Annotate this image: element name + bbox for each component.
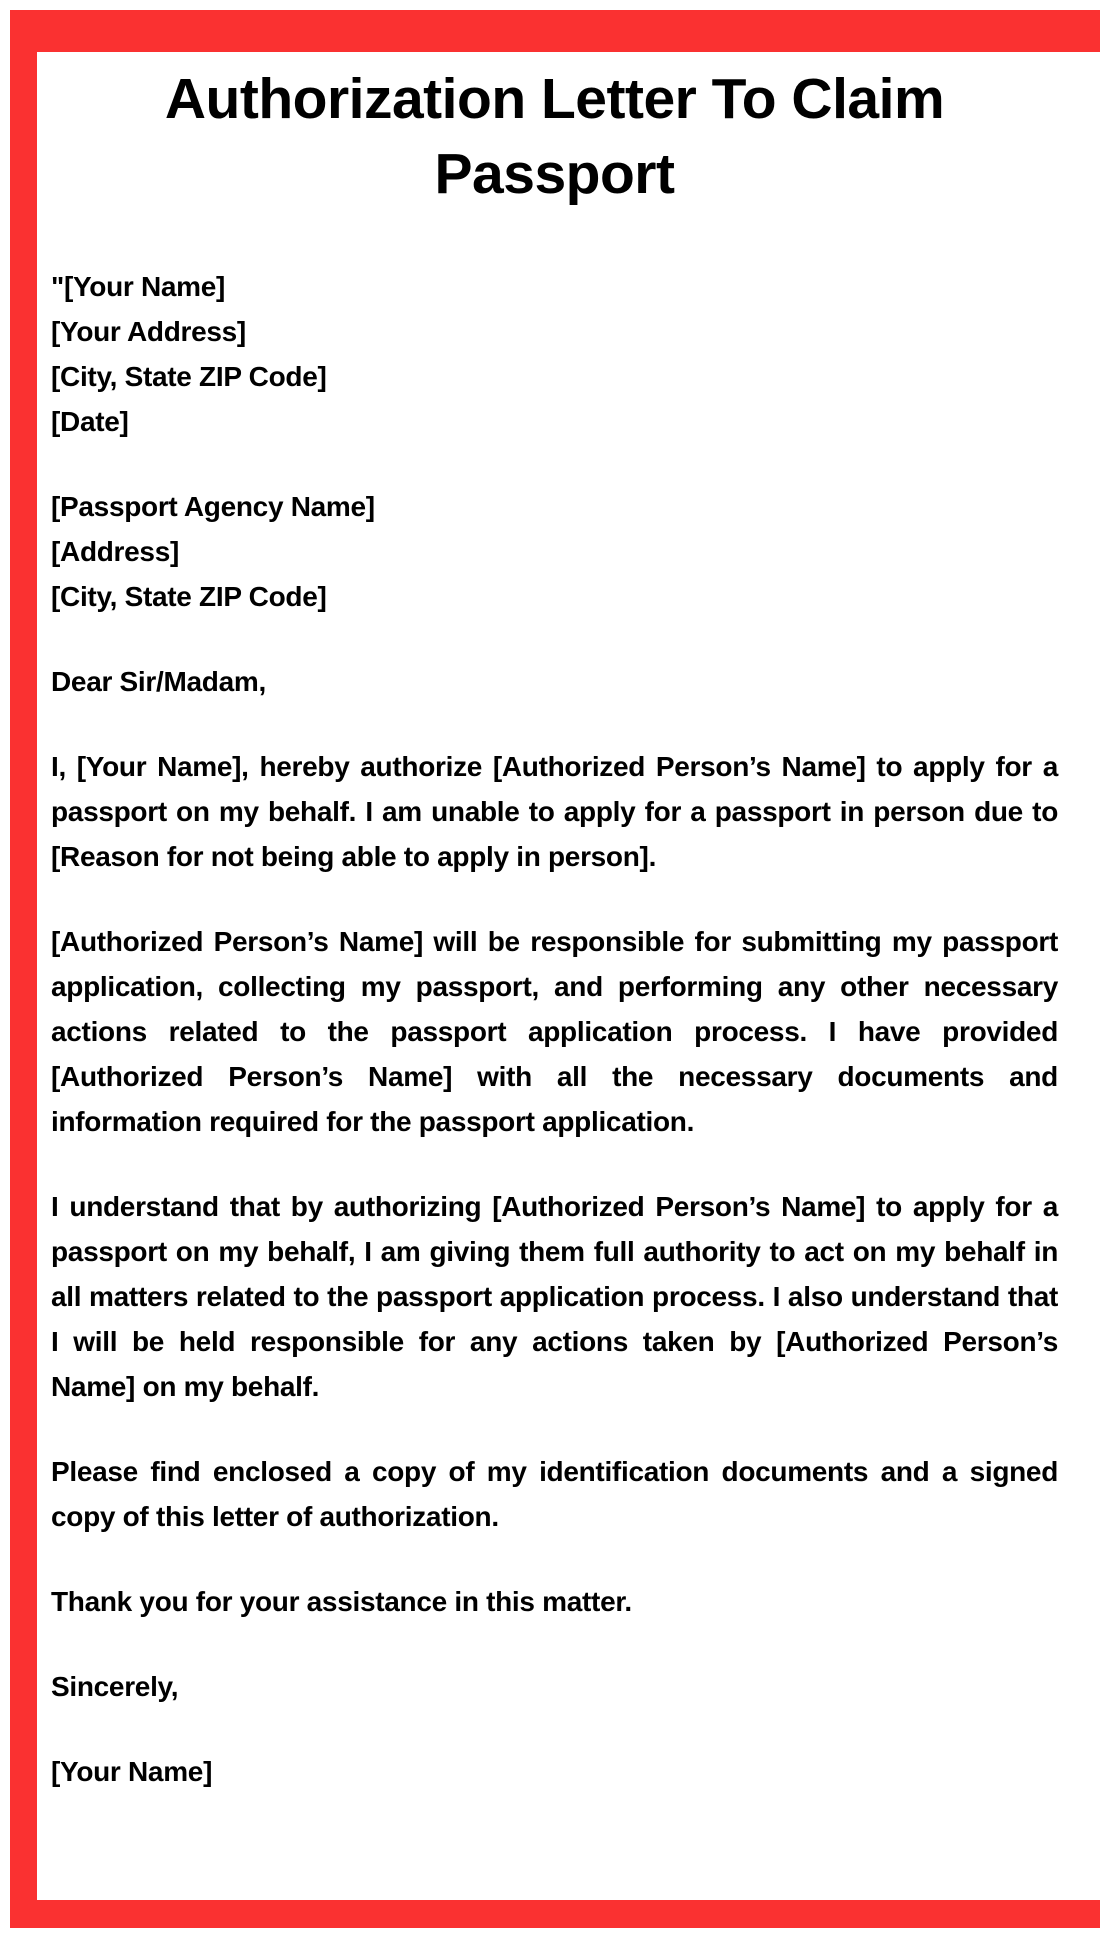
- signature-name: [Your Name]: [51, 1756, 213, 1788]
- paragraph-responsibilities: [Authorized Person’s Name] will be responsible for submitting my passport application, collecting my passport, and performing any other necessary actions related to the passport application process. I have provided [Authorized Person’s Name] with all the necessary documents and information required for the passport application.: [51, 926, 1058, 1138]
- salutation: Dear Sir/Madam,: [51, 666, 266, 698]
- sender-block: [51, 264, 1058, 444]
- paragraph-authorization: I, [Your Name], hereby authorize [Authorized Person’s Name] to apply for a passport on my behalf. I am unable to apply for a passport in person due to [Reason for not being able to apply in person].: [51, 751, 1058, 873]
- recipient-block: [51, 484, 1058, 619]
- paragraph-enclosures: Please find enclosed a copy of my identification documents and a signed copy of this letter of authorization.: [51, 1456, 1058, 1533]
- letter-content: [37, 52, 1100, 1900]
- paragraph-thanks: Thank you for your assistance in this matter.: [51, 1586, 632, 1618]
- paragraph-understanding: I understand that by authorizing [Authorized Person’s Name] to apply for a passport on my behalf, I am giving them full authority to act on my behalf in all matters related to the passport application process. I also understand that I will be held responsible for any actions taken by [Authorized Person’s Name] on my behalf.: [51, 1191, 1058, 1403]
- recipient-agency-line: [Passport Agency Name]: [51, 491, 375, 523]
- sender-city-line: [City, State ZIP Code]: [51, 361, 327, 393]
- letter-title: Authorization Letter To Claim Passport: [164, 67, 945, 207]
- closing: Sincerely,: [51, 1671, 179, 1703]
- recipient-city-line: [City, State ZIP Code]: [51, 581, 327, 613]
- recipient-address-line: [Address]: [51, 536, 179, 568]
- date-line: [Date]: [51, 406, 129, 438]
- sender-name-line: "[Your Name]: [51, 271, 226, 303]
- sender-address-line: [Your Address]: [51, 316, 246, 348]
